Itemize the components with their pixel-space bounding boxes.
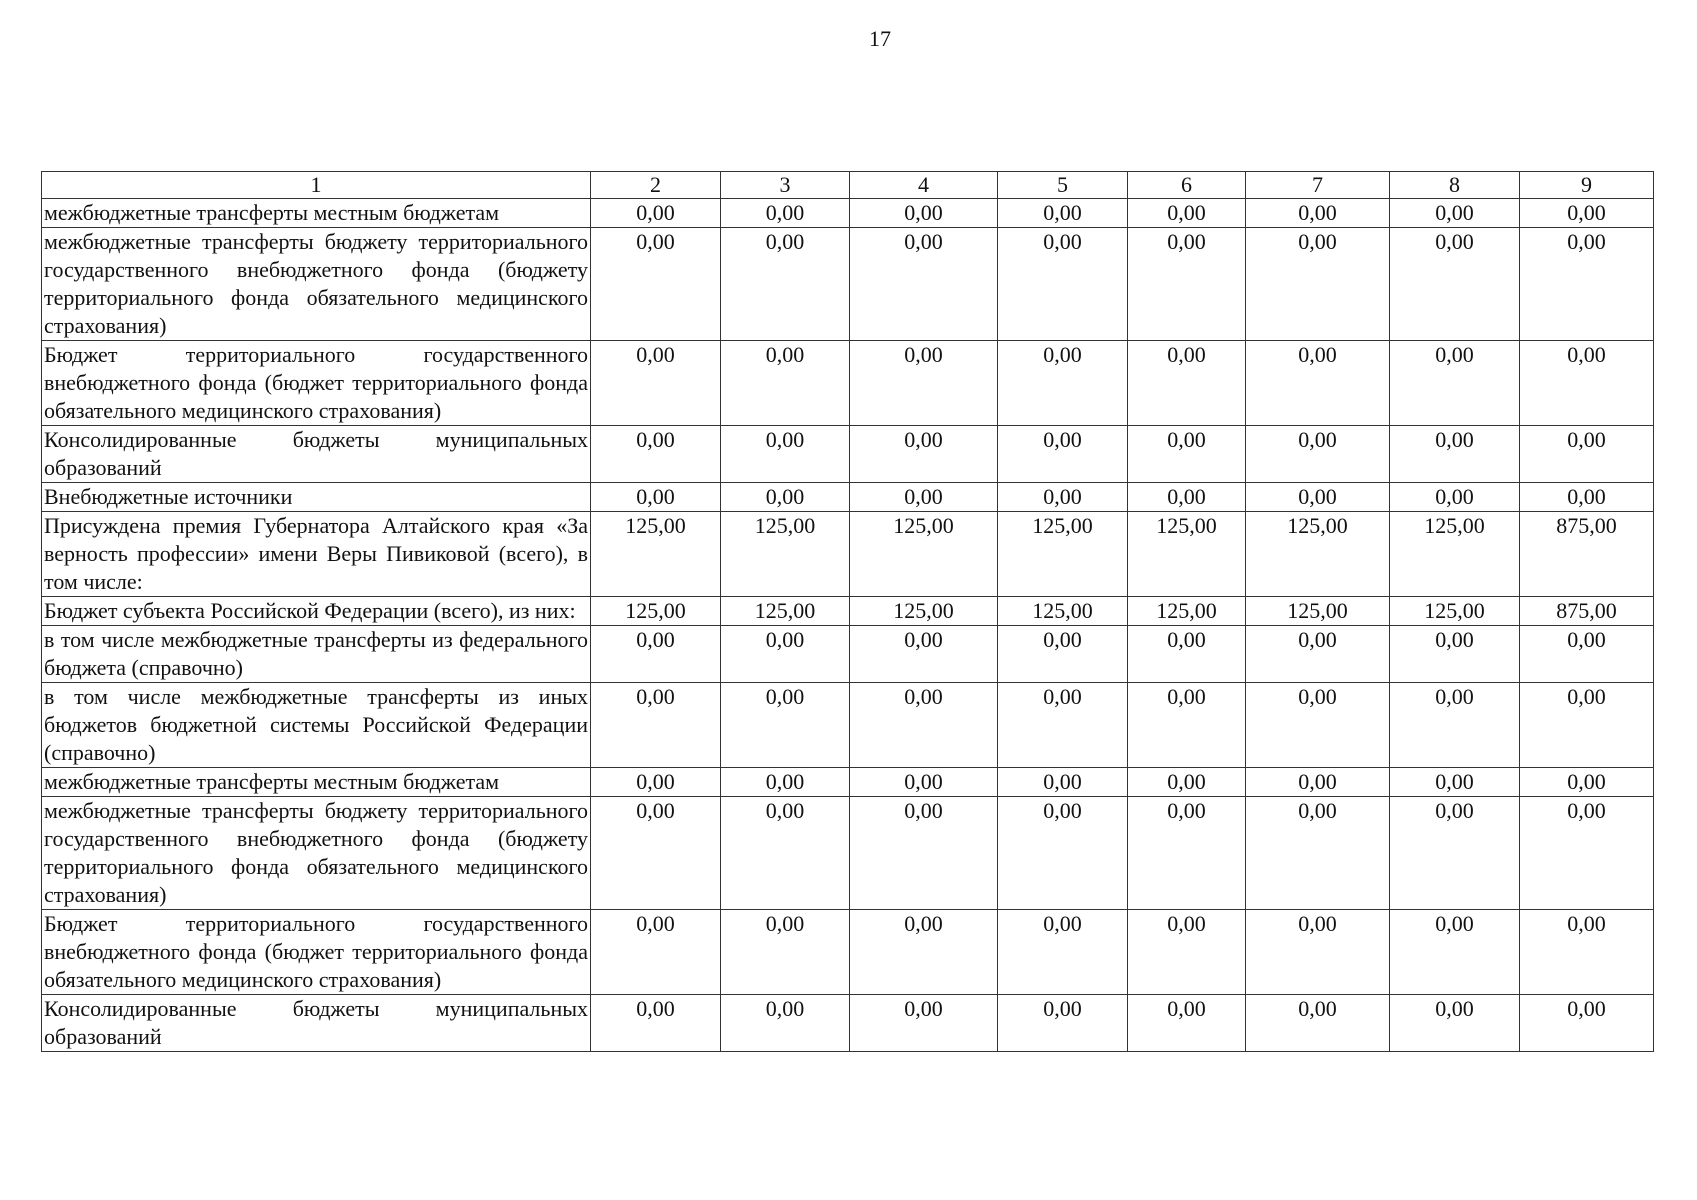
value-cell: 0,00 [721,199,850,228]
value-cell: 0,00 [998,626,1128,683]
table-row [42,683,1654,768]
table-row [42,512,1654,597]
value-cell: 0,00 [1246,910,1390,995]
value-cell: 0,00 [850,683,998,768]
value-cell: 0,00 [850,426,998,483]
value-cell: 0,00 [721,228,850,341]
value-cell: 0,00 [1520,797,1654,910]
column-header-4: 4 [850,172,998,199]
value-cell: 0,00 [1128,683,1246,768]
table-row [42,995,1654,1052]
value-cell: 125,00 [721,597,850,626]
value-cell: 0,00 [998,910,1128,995]
value-cell: 0,00 [1246,341,1390,426]
table-row [42,341,1654,426]
value-cell: 0,00 [1128,199,1246,228]
row-label: в том числе межбюджетные трансферты из иных бюджетов бюджетной системы Российской Федерации (справочно) [42,683,591,768]
column-header-7: 7 [1246,172,1390,199]
value-cell: 125,00 [998,512,1128,597]
value-cell: 0,00 [1246,199,1390,228]
row-label: Бюджет субъекта Российской Федерации (всего), из них: [42,597,591,626]
value-cell: 0,00 [1390,768,1520,797]
value-cell: 0,00 [591,626,721,683]
value-cell: 0,00 [1520,910,1654,995]
value-cell: 0,00 [998,683,1128,768]
value-cell: 125,00 [591,597,721,626]
column-header-1: 1 [42,172,591,199]
value-cell: 0,00 [591,483,721,512]
value-cell: 0,00 [850,228,998,341]
value-cell: 0,00 [1246,797,1390,910]
row-label: Консолидированные бюджеты муниципальных образований [42,426,591,483]
value-cell: 0,00 [998,228,1128,341]
value-cell: 0,00 [591,910,721,995]
value-cell: 0,00 [591,683,721,768]
value-cell: 0,00 [591,768,721,797]
value-cell: 0,00 [850,341,998,426]
value-cell: 0,00 [1246,426,1390,483]
value-cell: 0,00 [1520,426,1654,483]
value-cell: 0,00 [1390,426,1520,483]
value-cell: 0,00 [1246,995,1390,1052]
value-cell: 0,00 [721,797,850,910]
row-label: Бюджет территориального государственного внебюджетного фонда (бюджет территориального фонда обязательного медицинского страхования) [42,341,591,426]
value-cell: 0,00 [998,426,1128,483]
table-body [42,199,1654,1052]
table-row [42,597,1654,626]
table-row [42,426,1654,483]
column-header-5: 5 [998,172,1128,199]
value-cell: 0,00 [1520,199,1654,228]
value-cell: 0,00 [1390,483,1520,512]
column-header-2: 2 [591,172,721,199]
table-row [42,797,1654,910]
row-label: Внебюджетные источники [42,483,591,512]
value-cell: 125,00 [591,512,721,597]
row-label: межбюджетные трансферты местным бюджетам [42,199,591,228]
value-cell: 0,00 [721,995,850,1052]
value-cell: 0,00 [1390,228,1520,341]
row-label: в том числе межбюджетные трансферты из федерального бюджета (справочно) [42,626,591,683]
value-cell: 0,00 [1246,228,1390,341]
table-row [42,910,1654,995]
value-cell: 0,00 [850,626,998,683]
value-cell: 0,00 [1390,626,1520,683]
row-label: межбюджетные трансферты местным бюджетам [42,768,591,797]
value-cell: 125,00 [850,597,998,626]
page-number: 17 [869,26,891,51]
value-cell: 0,00 [1390,683,1520,768]
table-row [42,626,1654,683]
value-cell: 0,00 [721,341,850,426]
value-cell: 125,00 [1128,512,1246,597]
value-cell: 0,00 [1128,426,1246,483]
value-cell: 875,00 [1520,512,1654,597]
value-cell: 0,00 [998,199,1128,228]
value-cell: 0,00 [591,995,721,1052]
value-cell: 0,00 [591,199,721,228]
value-cell: 0,00 [1520,341,1654,426]
value-cell: 0,00 [850,797,998,910]
column-header-6: 6 [1128,172,1246,199]
value-cell: 0,00 [591,228,721,341]
value-cell: 0,00 [850,995,998,1052]
value-cell: 0,00 [1520,228,1654,341]
value-cell: 0,00 [1390,797,1520,910]
value-cell: 0,00 [998,768,1128,797]
value-cell: 0,00 [1520,995,1654,1052]
row-label: Бюджет территориального государственного внебюджетного фонда (бюджет территориального фонда обязательного медицинского страхования) [42,910,591,995]
value-cell: 125,00 [1390,512,1520,597]
value-cell: 0,00 [721,426,850,483]
value-cell: 0,00 [1390,910,1520,995]
value-cell: 0,00 [1246,683,1390,768]
value-cell: 0,00 [998,797,1128,910]
table-row [42,483,1654,512]
table-row [42,228,1654,341]
value-cell: 125,00 [1246,597,1390,626]
value-cell: 0,00 [721,683,850,768]
value-cell: 0,00 [1128,626,1246,683]
value-cell: 0,00 [1520,768,1654,797]
value-cell: 0,00 [1520,626,1654,683]
table-row [42,199,1654,228]
value-cell: 125,00 [1390,597,1520,626]
value-cell: 0,00 [1390,199,1520,228]
value-cell: 0,00 [1128,910,1246,995]
value-cell: 0,00 [721,626,850,683]
value-cell: 0,00 [1128,341,1246,426]
value-cell: 0,00 [591,341,721,426]
value-cell: 0,00 [850,910,998,995]
value-cell: 125,00 [1128,597,1246,626]
value-cell: 0,00 [850,483,998,512]
column-header-9: 9 [1520,172,1654,199]
row-label: Присуждена премия Губернатора Алтайского края «За верность профессии» имени Веры Пивиковой (всего), в том числе: [42,512,591,597]
value-cell: 0,00 [1128,483,1246,512]
column-header-3: 3 [721,172,850,199]
value-cell: 0,00 [998,483,1128,512]
value-cell: 0,00 [998,341,1128,426]
value-cell: 0,00 [1128,995,1246,1052]
value-cell: 125,00 [998,597,1128,626]
column-header-8: 8 [1390,172,1520,199]
value-cell: 0,00 [721,910,850,995]
value-cell: 0,00 [721,768,850,797]
value-cell: 0,00 [1128,228,1246,341]
value-cell: 0,00 [721,483,850,512]
table-header-row [42,172,1654,199]
value-cell: 125,00 [1246,512,1390,597]
value-cell: 0,00 [1520,483,1654,512]
budget-table [41,171,1654,1052]
row-label: межбюджетные трансферты бюджету территориального государственного внебюджетного фонда (бюджету территориального фонда обязательного медицинского страхования) [42,228,591,341]
value-cell: 0,00 [1246,626,1390,683]
value-cell: 0,00 [1128,797,1246,910]
value-cell: 0,00 [1390,341,1520,426]
value-cell: 0,00 [1246,768,1390,797]
value-cell: 0,00 [998,995,1128,1052]
value-cell: 0,00 [1390,995,1520,1052]
value-cell: 0,00 [591,426,721,483]
value-cell: 0,00 [1520,683,1654,768]
row-label: Консолидированные бюджеты муниципальных образований [42,995,591,1052]
value-cell: 875,00 [1520,597,1654,626]
row-label: межбюджетные трансферты бюджету территориального государственного внебюджетного фонда (бюджету территориального фонда обязательного медицинского страхования) [42,797,591,910]
value-cell: 125,00 [721,512,850,597]
value-cell: 0,00 [1128,768,1246,797]
value-cell: 0,00 [1246,483,1390,512]
value-cell: 125,00 [850,512,998,597]
value-cell: 0,00 [850,768,998,797]
value-cell: 0,00 [591,797,721,910]
value-cell: 0,00 [850,199,998,228]
table-row [42,768,1654,797]
